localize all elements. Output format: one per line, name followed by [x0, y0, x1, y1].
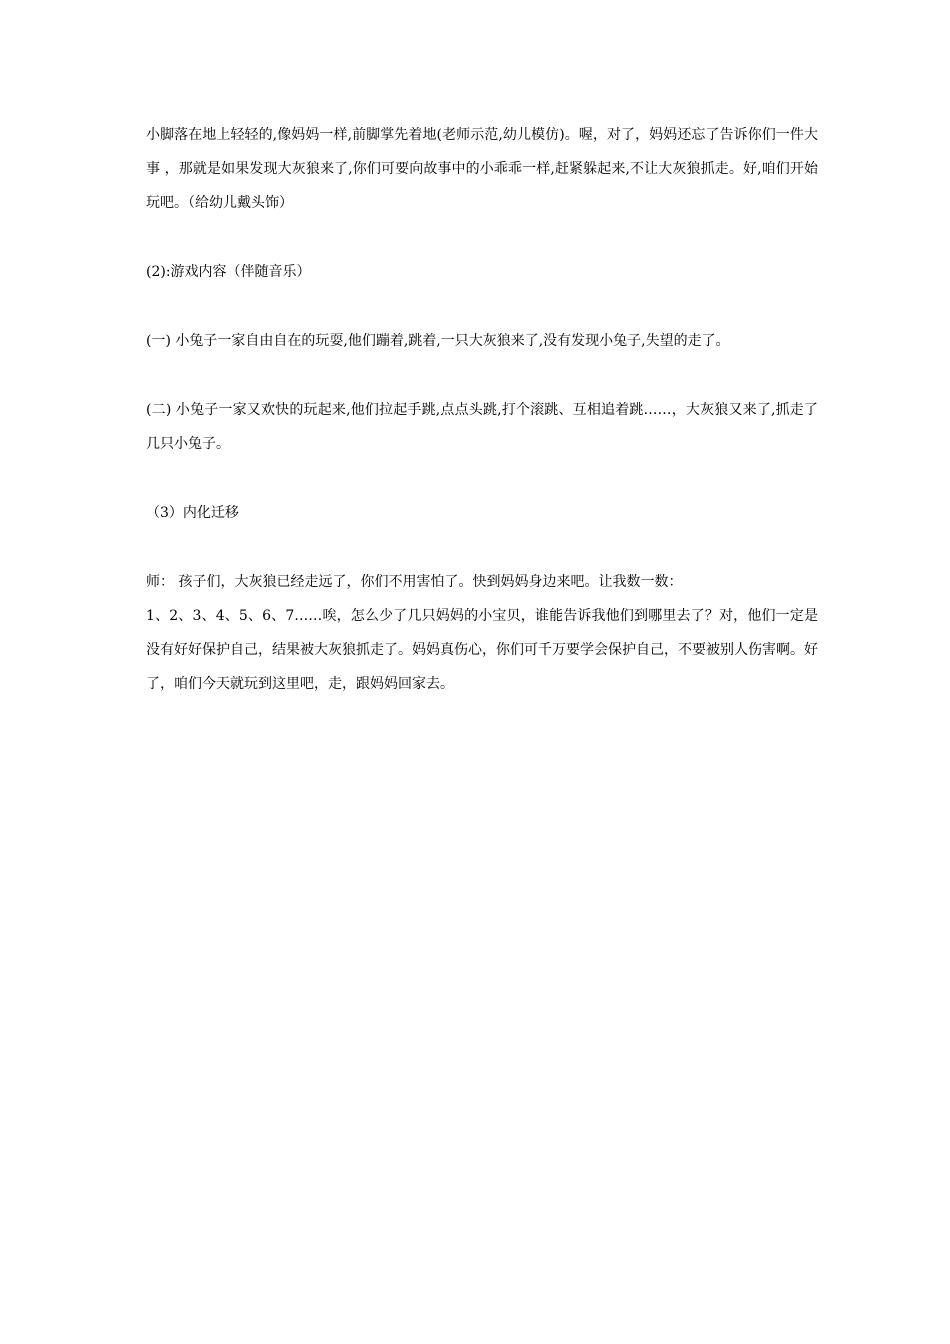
section-heading-internalization: （3）内化迁移	[146, 505, 239, 521]
paragraph-spacer	[146, 358, 818, 393]
paragraph-spacer	[146, 289, 818, 324]
paragraph-part-two: (二) 小兔子一家又欢快的玩起来,他们拉起手跳,点点头跳,打个滚跳、互相追着跳……，大灰狼又来了,抓走了几只小兔子。	[146, 402, 818, 452]
paragraph-intro: 小脚落在地上轻轻的,像妈妈一样,前脚掌先着地(老师示范,幼儿模仿)。喔，对了，妈妈还忘了告诉你们一件大事 ，那就是如果发现大灰狼来了,你们可要向故事中的小乖乖一样,赶紧躲起来,不让大灰狼抓走。好,咱们开始玩吧。（给幼儿戴头饰）	[146, 127, 818, 211]
paragraph-part-one: (一) 小兔子一家自由自在的玩耍,他们蹦着,跳着,一只大灰狼来了,没有发现小兔子,失望的走了。	[146, 333, 730, 349]
paragraph-spacer	[146, 220, 818, 255]
paragraph-spacer	[146, 461, 818, 496]
section-heading-game-content: (2):游戏内容（伴随音乐）	[146, 264, 311, 280]
paragraph-counting: 1、2、3、4、5、6、7……唉，怎么少了几只妈妈的小宝贝，谁能告诉我他们到哪里去了？对，他们一定是没有好好保护自己，结果被大灰狼抓走了。妈妈真伤心，你们可千万要学会保护自己，不要被别人伤害啊。好了，咱们今天就玩到这里吧，走，跟妈妈回家去。	[146, 608, 818, 692]
paragraph-spacer	[146, 530, 818, 565]
paragraph-teacher-line: 师： 孩子们，大灰狼已经走远了，你们不用害怕了。快到妈妈身边来吧。让我数一数：	[146, 574, 683, 590]
document-body	[146, 118, 818, 701]
